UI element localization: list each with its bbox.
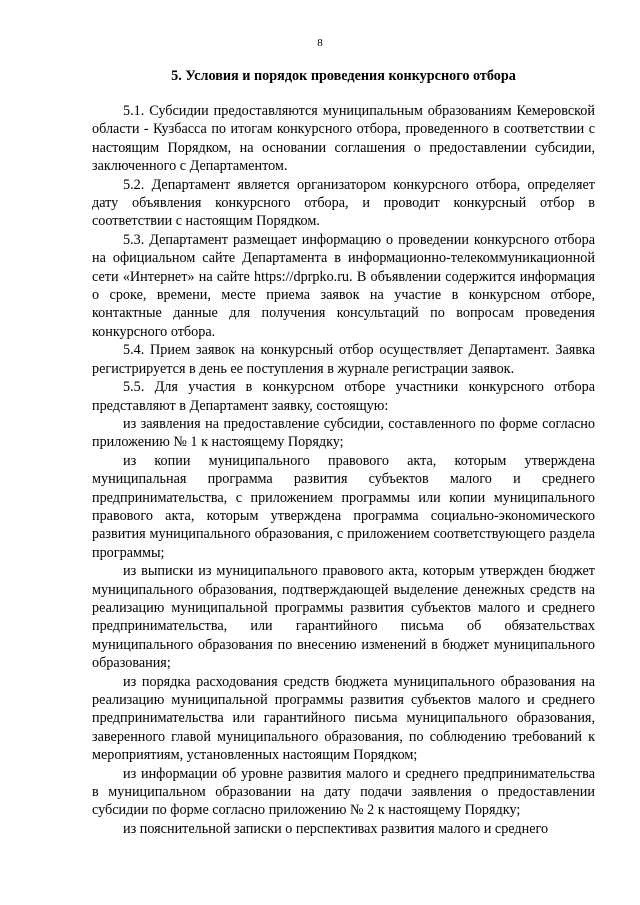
paragraph-5-3: 5.3. Департамент размещает информацию о проведении конкурсного отбора на официальном сайте Департамента в информационно-телекоммуникационной сети «Интернет» на сайте https://dprpko.ru. В объявлении содержится информация о сроке, времени, месте приема заявок на участие в конкурсном отборе, контактные данные для получения консультаций по вопросам проведения конкурсного отбора. [92,231,595,340]
section-body [92,102,595,838]
list-item-spending-procedure: из порядка расходования средств бюджета муниципального образования на реализацию муниципальной программы развития субъектов малого и среднего предпринимательства или гарантийного письма муниципального образования, заверенного главой муниципального образования, по соблюдению требований к мероприятиям, установленных настоящим Порядком; [92,673,595,764]
paragraph-5-4: 5.4. Прием заявок на конкурсный отбор осуществляет Департамент. Заявка регистрируется в день ее поступления в журнале регистрации заявок. [92,342,595,377]
page-number: 8 [317,37,323,49]
paragraph-5-5: 5.5. Для участия в конкурсном отборе участники конкурсного отбора представляют в Департамент заявку, состоящую: [92,379,595,414]
paragraph-5-1: 5.1. Субсидии предоставляются муниципальным образованиям Кемеровской области - Кузбасса по итогам конкурсного отбора, проведенного в соответствии с настоящим Порядком, на основании соглашения о предоставлении субсидии, заключенного с Департаментом. [92,103,595,175]
list-item-application: из заявления на предоставление субсидии, составленного по форме согласно приложению № 1 к настоящему Порядку; [92,415,595,451]
list-item-development-info: из информации об уровне развития малого и среднего предпринимательства в муниципальном образовании на дату подачи заявления о предоставлении субсидии по форме согласно приложению № 2 к настоящему Порядку; [92,765,595,819]
list-item-budget-extract: из выписки из муниципального правового акта, которым утвержден бюджет муниципального образования, подтверждающей выделение денежных средств на реализацию муниципальной программы развития субъектов малого и среднего предпринимательства, или гарантийного письма об обязательствах муниципального образования по внесению изменений в бюджет муниципального образования; [92,563,595,672]
paragraph-5-2: 5.2. Департамент является организатором конкурсного отбора, определяет дату объявления конкурсного отбора, и проводит конкурсный отбор в соответствии с настоящим Порядком. [92,176,595,230]
list-item-explanatory-note: из пояснительной записки о перспективах развития малого и среднего [123,820,549,837]
list-item-program-copy: из копии муниципального правового акта, которым утверждена муниципальная программа развития субъектов малого и среднего предпринимательства, с приложением программы или копии муниципального правового акта, которым утверждена программа социально-экономического развития муниципального образования, с приложением соответствующего раздела программы; [92,452,595,561]
section-title: 5. Условия и порядок проведения конкурсного отбора [171,68,516,84]
